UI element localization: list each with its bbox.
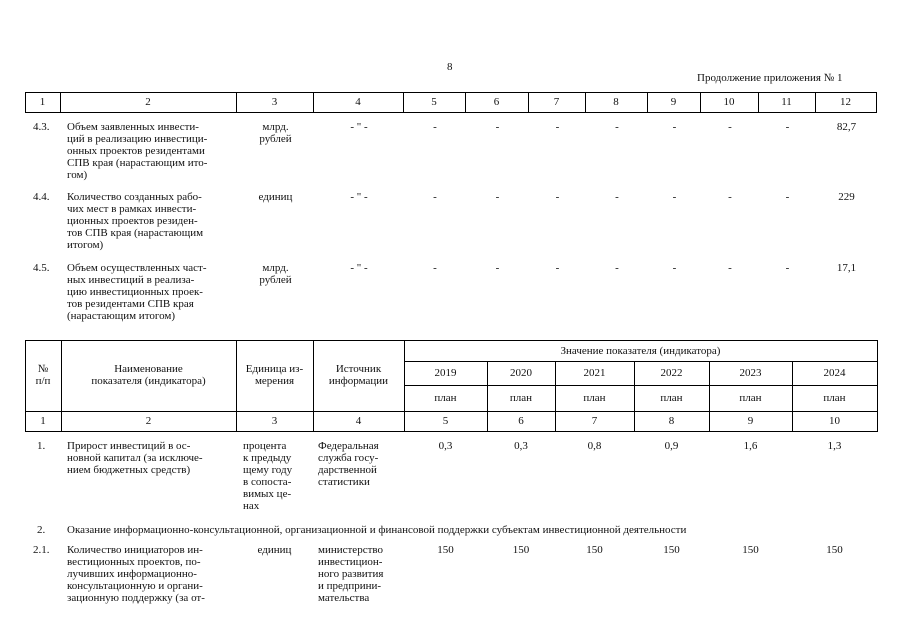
value-cell: 150	[512, 544, 530, 556]
value-cell: 17,1	[836, 262, 857, 274]
header-year: 2022	[660, 367, 683, 379]
unit-line: млрд.	[262, 262, 289, 274]
header-year: 2023	[739, 367, 762, 379]
source-line: Федеральная	[318, 440, 379, 452]
unit-line: рублей	[259, 133, 292, 145]
header-year: 2020	[510, 367, 532, 379]
t1-col-index: 1	[39, 96, 46, 108]
t2-col-index: 4	[355, 415, 362, 427]
source-ditto: - " -	[350, 262, 368, 274]
indicator-name-line: зационную поддержку (за от-	[67, 592, 205, 604]
dash-cell: -	[495, 262, 500, 274]
unit-line: вимых це-	[243, 488, 292, 500]
dash-cell: -	[555, 121, 560, 133]
indicator-name-line: цию инвестиционных проек-	[67, 286, 203, 298]
dash-cell: -	[728, 191, 732, 203]
t1-col-index: 6	[493, 96, 500, 108]
indicator-name-line: консультационную и органи-	[67, 580, 203, 592]
t1-col-index: 12	[840, 96, 851, 108]
value-cell: 150	[586, 544, 603, 556]
indicator-name-line: итогом)	[67, 239, 104, 251]
dash-cell: -	[672, 121, 677, 133]
source-line: служба госу-	[318, 452, 379, 464]
indicator-name-line: Количество инициаторов ин-	[67, 544, 203, 556]
indicator-name-line: ных инвестиций в реализа-	[67, 274, 195, 286]
dash-cell: -	[785, 121, 790, 133]
value-cell: 0,8	[587, 440, 602, 452]
indicator-name-line: тов СПВ края (нарастающим	[67, 227, 204, 239]
indicator-name-line: нием бюджетных средств)	[67, 464, 191, 476]
table1-index-row	[25, 92, 877, 113]
header-indicator-name: Наименование	[114, 363, 183, 375]
dash-cell: -	[785, 191, 790, 203]
unit-line: нах	[243, 500, 260, 512]
t2-col-index: 5	[442, 415, 449, 427]
indicator-name-line: онных проектов резидентами	[67, 145, 205, 157]
continuation-label: Продолжение приложения № 1	[697, 72, 843, 84]
header-year: 2024	[823, 367, 846, 379]
unit-line: рублей	[259, 274, 292, 286]
t2-col-index: 6	[518, 415, 524, 427]
source-line: ного развития	[318, 568, 384, 580]
source-line: мательства	[318, 592, 370, 604]
unit-line: млрд.	[262, 121, 289, 133]
t2-col-index: 1	[40, 415, 46, 427]
indicator-name-line: ционных проектов резиден-	[67, 215, 198, 227]
value-cell: 0,3	[438, 440, 453, 452]
dash-cell: -	[728, 262, 732, 274]
header-year: 2019	[434, 367, 457, 379]
dash-cell: -	[555, 262, 560, 274]
page-number: 8	[447, 61, 453, 73]
t1-col-index: 7	[553, 96, 560, 108]
indicator-name-line: Объем осуществленных част-	[67, 262, 207, 274]
indicator-name-line: тов резидентами СПВ края	[67, 298, 194, 310]
header-plan: план	[434, 392, 457, 404]
dash-cell: -	[672, 191, 677, 203]
t1-col-index: 2	[145, 96, 151, 108]
value-cell: 1,6	[743, 440, 758, 452]
source-line: статистики	[318, 476, 370, 488]
indicator-name-line: ций в реализацию инвестици-	[67, 133, 208, 145]
value-cell: 82,7	[836, 121, 857, 133]
t1-col-index: 4	[355, 96, 361, 108]
unit-line: к предыду	[243, 452, 292, 464]
header-year: 2021	[583, 367, 606, 379]
t2-col-index: 3	[271, 415, 278, 427]
value-cell: 229	[838, 191, 855, 203]
dash-cell: -	[495, 121, 500, 133]
source-ditto: - " -	[350, 191, 368, 203]
indicator-name-line: СПВ края (нарастающим ито-	[67, 157, 208, 169]
t2-col-index: 7	[591, 415, 598, 427]
source-line: министерство	[318, 544, 384, 556]
header-plan: план	[739, 392, 762, 404]
unit-line: единиц	[257, 544, 292, 556]
row-number: 4.3.	[33, 121, 50, 133]
t1-col-index: 11	[781, 96, 792, 108]
section-number: 2.	[37, 524, 46, 536]
header-value-group: Значение показателя (индикатора)	[560, 345, 721, 357]
t2-col-index: 2	[145, 415, 152, 427]
row-number: 4.4.	[33, 191, 50, 203]
unit-line: единиц	[258, 191, 293, 203]
value-cell: 0,9	[664, 440, 679, 452]
value-cell: 1,3	[827, 440, 842, 452]
t1-col-index: 10	[723, 96, 735, 108]
header-plan: план	[583, 392, 606, 404]
header-indicator-name: показателя (индикатора)	[91, 375, 206, 387]
value-cell: 150	[742, 544, 759, 556]
dash-cell: -	[433, 262, 437, 274]
row-number: 4.5.	[33, 262, 50, 274]
dash-cell: -	[555, 191, 560, 203]
value-cell: 150	[826, 544, 843, 556]
row-number: 1.	[37, 440, 46, 452]
source-ditto: - " -	[350, 121, 368, 133]
unit-line: в сопоста-	[243, 476, 292, 488]
t1-col-index: 9	[670, 96, 677, 108]
value-cell: 150	[663, 544, 680, 556]
header-plan: план	[823, 392, 846, 404]
header-num: п/п	[35, 375, 51, 387]
indicator-name-line: вестиционных проектов, по-	[67, 556, 201, 568]
indicator-name-line: гом)	[67, 169, 88, 181]
value-cell: 0,3	[514, 440, 528, 452]
section-title: Оказание информационно-консультационной, организационной и финансовой поддержки субъектам инвестиционной деятельности	[67, 524, 687, 536]
dash-cell: -	[433, 121, 437, 133]
value-cell: 150	[437, 544, 454, 556]
indicator-name-line: чих мест в рамках инвести-	[67, 203, 197, 215]
header-source: информации	[328, 375, 389, 387]
t2-col-index: 9	[747, 415, 754, 427]
unit-line: щему году	[243, 464, 293, 476]
header-unit: мерения	[254, 375, 295, 387]
dash-cell: -	[615, 191, 619, 203]
row-number: 2.1.	[33, 544, 50, 556]
t2-col-index: 8	[668, 415, 675, 427]
unit-line: процента	[243, 440, 287, 452]
dash-cell: -	[495, 191, 500, 203]
source-line: дарственной	[318, 464, 377, 476]
dash-cell: -	[785, 262, 790, 274]
t1-col-index: 8	[613, 96, 619, 108]
header-unit: Единица из-	[245, 363, 304, 375]
header-plan: план	[660, 392, 683, 404]
header-num: №	[37, 363, 49, 375]
dash-cell: -	[615, 262, 619, 274]
header-plan: план	[509, 392, 533, 404]
t2-col-index: 10	[829, 415, 840, 427]
source-line: и предприни-	[318, 580, 382, 592]
dash-cell: -	[615, 121, 619, 133]
source-line: инвестицион-	[318, 556, 383, 568]
dash-cell: -	[672, 262, 677, 274]
dash-cell: -	[728, 121, 732, 133]
indicator-name-line: лучивших информационно-	[67, 568, 197, 580]
header-source: Источник	[335, 363, 382, 375]
indicator-name-line: новной капитал (за исключе-	[67, 452, 203, 464]
indicator-name-line: Количество созданных рабо-	[67, 191, 202, 203]
indicator-name-line: (нарастающим итогом)	[67, 310, 176, 322]
indicator-name-line: Прирост инвестиций в ос-	[67, 440, 191, 452]
dash-cell: -	[433, 191, 437, 203]
indicator-name-line: Объем заявленных инвести-	[67, 121, 199, 133]
t1-col-index: 3	[271, 96, 278, 108]
t1-col-index: 5	[431, 96, 437, 108]
